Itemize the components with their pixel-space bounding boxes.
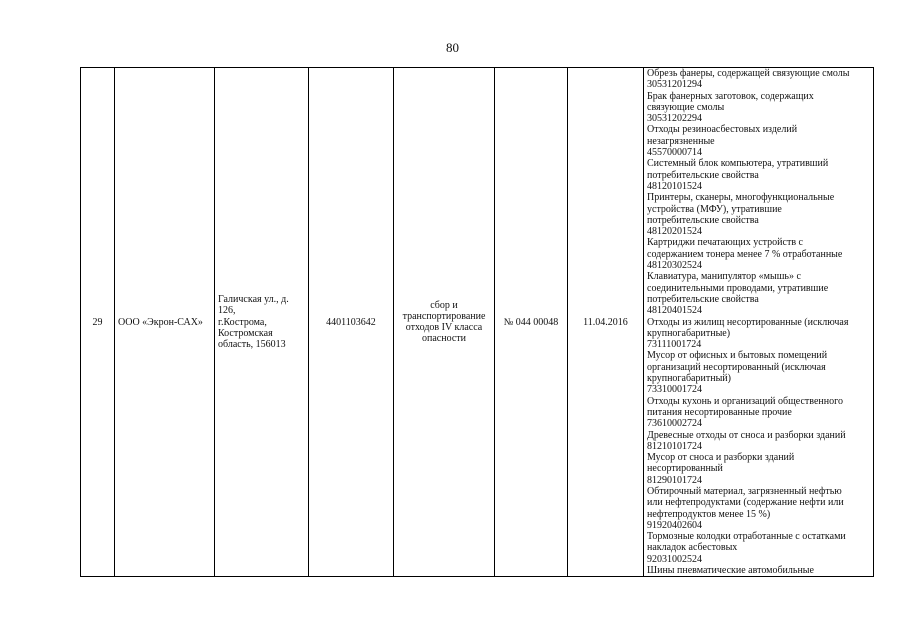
waste-line: нефтепродуктов менее 15 %)	[647, 508, 771, 520]
waste-line: потребительские свойства	[647, 214, 759, 226]
waste-line: крупногабаритный)	[647, 373, 731, 385]
waste-line: содержанием тонера менее 7 % отработанные	[647, 248, 843, 260]
waste-line: 45570000714	[647, 147, 702, 159]
waste-line: накладок асбестовых	[647, 542, 738, 554]
waste-line: Клавиатура, манипулятор «мышь» с	[647, 271, 801, 283]
waste-line: Тормозные колодки отработанные с остатками	[647, 531, 846, 543]
waste-line: Отходы резиноасбестовых изделий	[647, 124, 798, 136]
waste-line: 30531202294	[647, 113, 702, 125]
waste-line: Системный блок компьютера, утративший	[647, 158, 829, 170]
waste-line: организаций несортированный (исключая	[647, 361, 826, 373]
license-date: 11.04.2016	[568, 68, 644, 577]
waste-line: 73111001724	[647, 339, 702, 351]
address-line: область, 156013	[218, 339, 286, 351]
waste-line: питания несортированные прочие	[647, 406, 792, 418]
waste-line: Мусор от офисных и бытовых помещений	[647, 350, 828, 362]
waste-line: потребительские свойства	[647, 293, 759, 305]
waste-line: 73610002724	[647, 418, 702, 430]
address-line: Галичская ул., д. 126,	[218, 293, 289, 317]
activity-line: отходов IV класса	[405, 322, 483, 334]
waste-line: устройства (МФУ), утратившие	[647, 203, 782, 215]
inn-cell: 4401103642	[309, 68, 394, 577]
address-line: г.Кострома,	[218, 316, 267, 328]
registry-table	[80, 67, 874, 577]
waste-line: Отходы кухонь и организаций общественного	[647, 395, 843, 407]
waste-line: связующие смолы	[647, 101, 725, 113]
waste-line: 48120101524	[647, 180, 702, 192]
waste-line: незагрязненные	[647, 135, 715, 147]
waste-line: соединительными проводами, утратившие	[647, 282, 829, 294]
waste-line: несортированный	[647, 463, 723, 475]
waste-line: Картриджи печатающих устройств с	[647, 237, 803, 249]
waste-line: 30531201294	[647, 79, 702, 91]
address-line: Костромская	[218, 327, 273, 339]
waste-line: Обрезь фанеры, содержащей связующие смолы	[647, 68, 850, 79]
address-cell	[215, 68, 309, 577]
waste-line: 48120201524	[647, 226, 702, 238]
waste-line: крупногабаритные)	[647, 327, 731, 339]
waste-line: Отходы из жилищ несортированные (исключая	[647, 316, 849, 328]
waste-line: Обтирочный материал, загрязненный нефтью	[647, 485, 842, 497]
waste-line: Брак фанерных заготовок, содержащих	[647, 90, 814, 102]
waste-line: 48120401524	[647, 305, 702, 317]
row-number: 29	[81, 68, 115, 577]
activity-line: сбор и	[430, 299, 458, 311]
activity-line: транспортирование	[402, 310, 486, 322]
activity-cell	[394, 68, 495, 577]
waste-line: Мусор от сноса и разборки зданий	[647, 452, 795, 464]
table-row	[81, 68, 874, 577]
waste-line: 48120302524	[647, 260, 702, 272]
organization-name: ООО «Экрон-САХ»	[115, 68, 215, 577]
page-number: 80	[446, 40, 459, 55]
license-number: № 044 00048	[495, 68, 568, 577]
waste-line: 73310001724	[647, 384, 702, 396]
waste-line: 81210101724	[647, 440, 702, 452]
waste-line: Шины пневматические автомобильные	[647, 565, 814, 577]
waste-line: Принтеры, сканеры, многофункциональные	[647, 192, 835, 204]
activity-line: опасности	[422, 333, 466, 345]
waste-line: или нефтепродуктами (содержание нефти или	[647, 497, 844, 509]
waste-line: 92031002524	[647, 553, 702, 565]
waste-line: потребительские свойства	[647, 169, 759, 181]
waste-list-cell	[644, 68, 874, 577]
waste-line: 91920402604	[647, 519, 702, 531]
waste-line: Древесные отходы от сноса и разборки зданий	[647, 429, 846, 441]
waste-line: 81290101724	[647, 474, 702, 486]
